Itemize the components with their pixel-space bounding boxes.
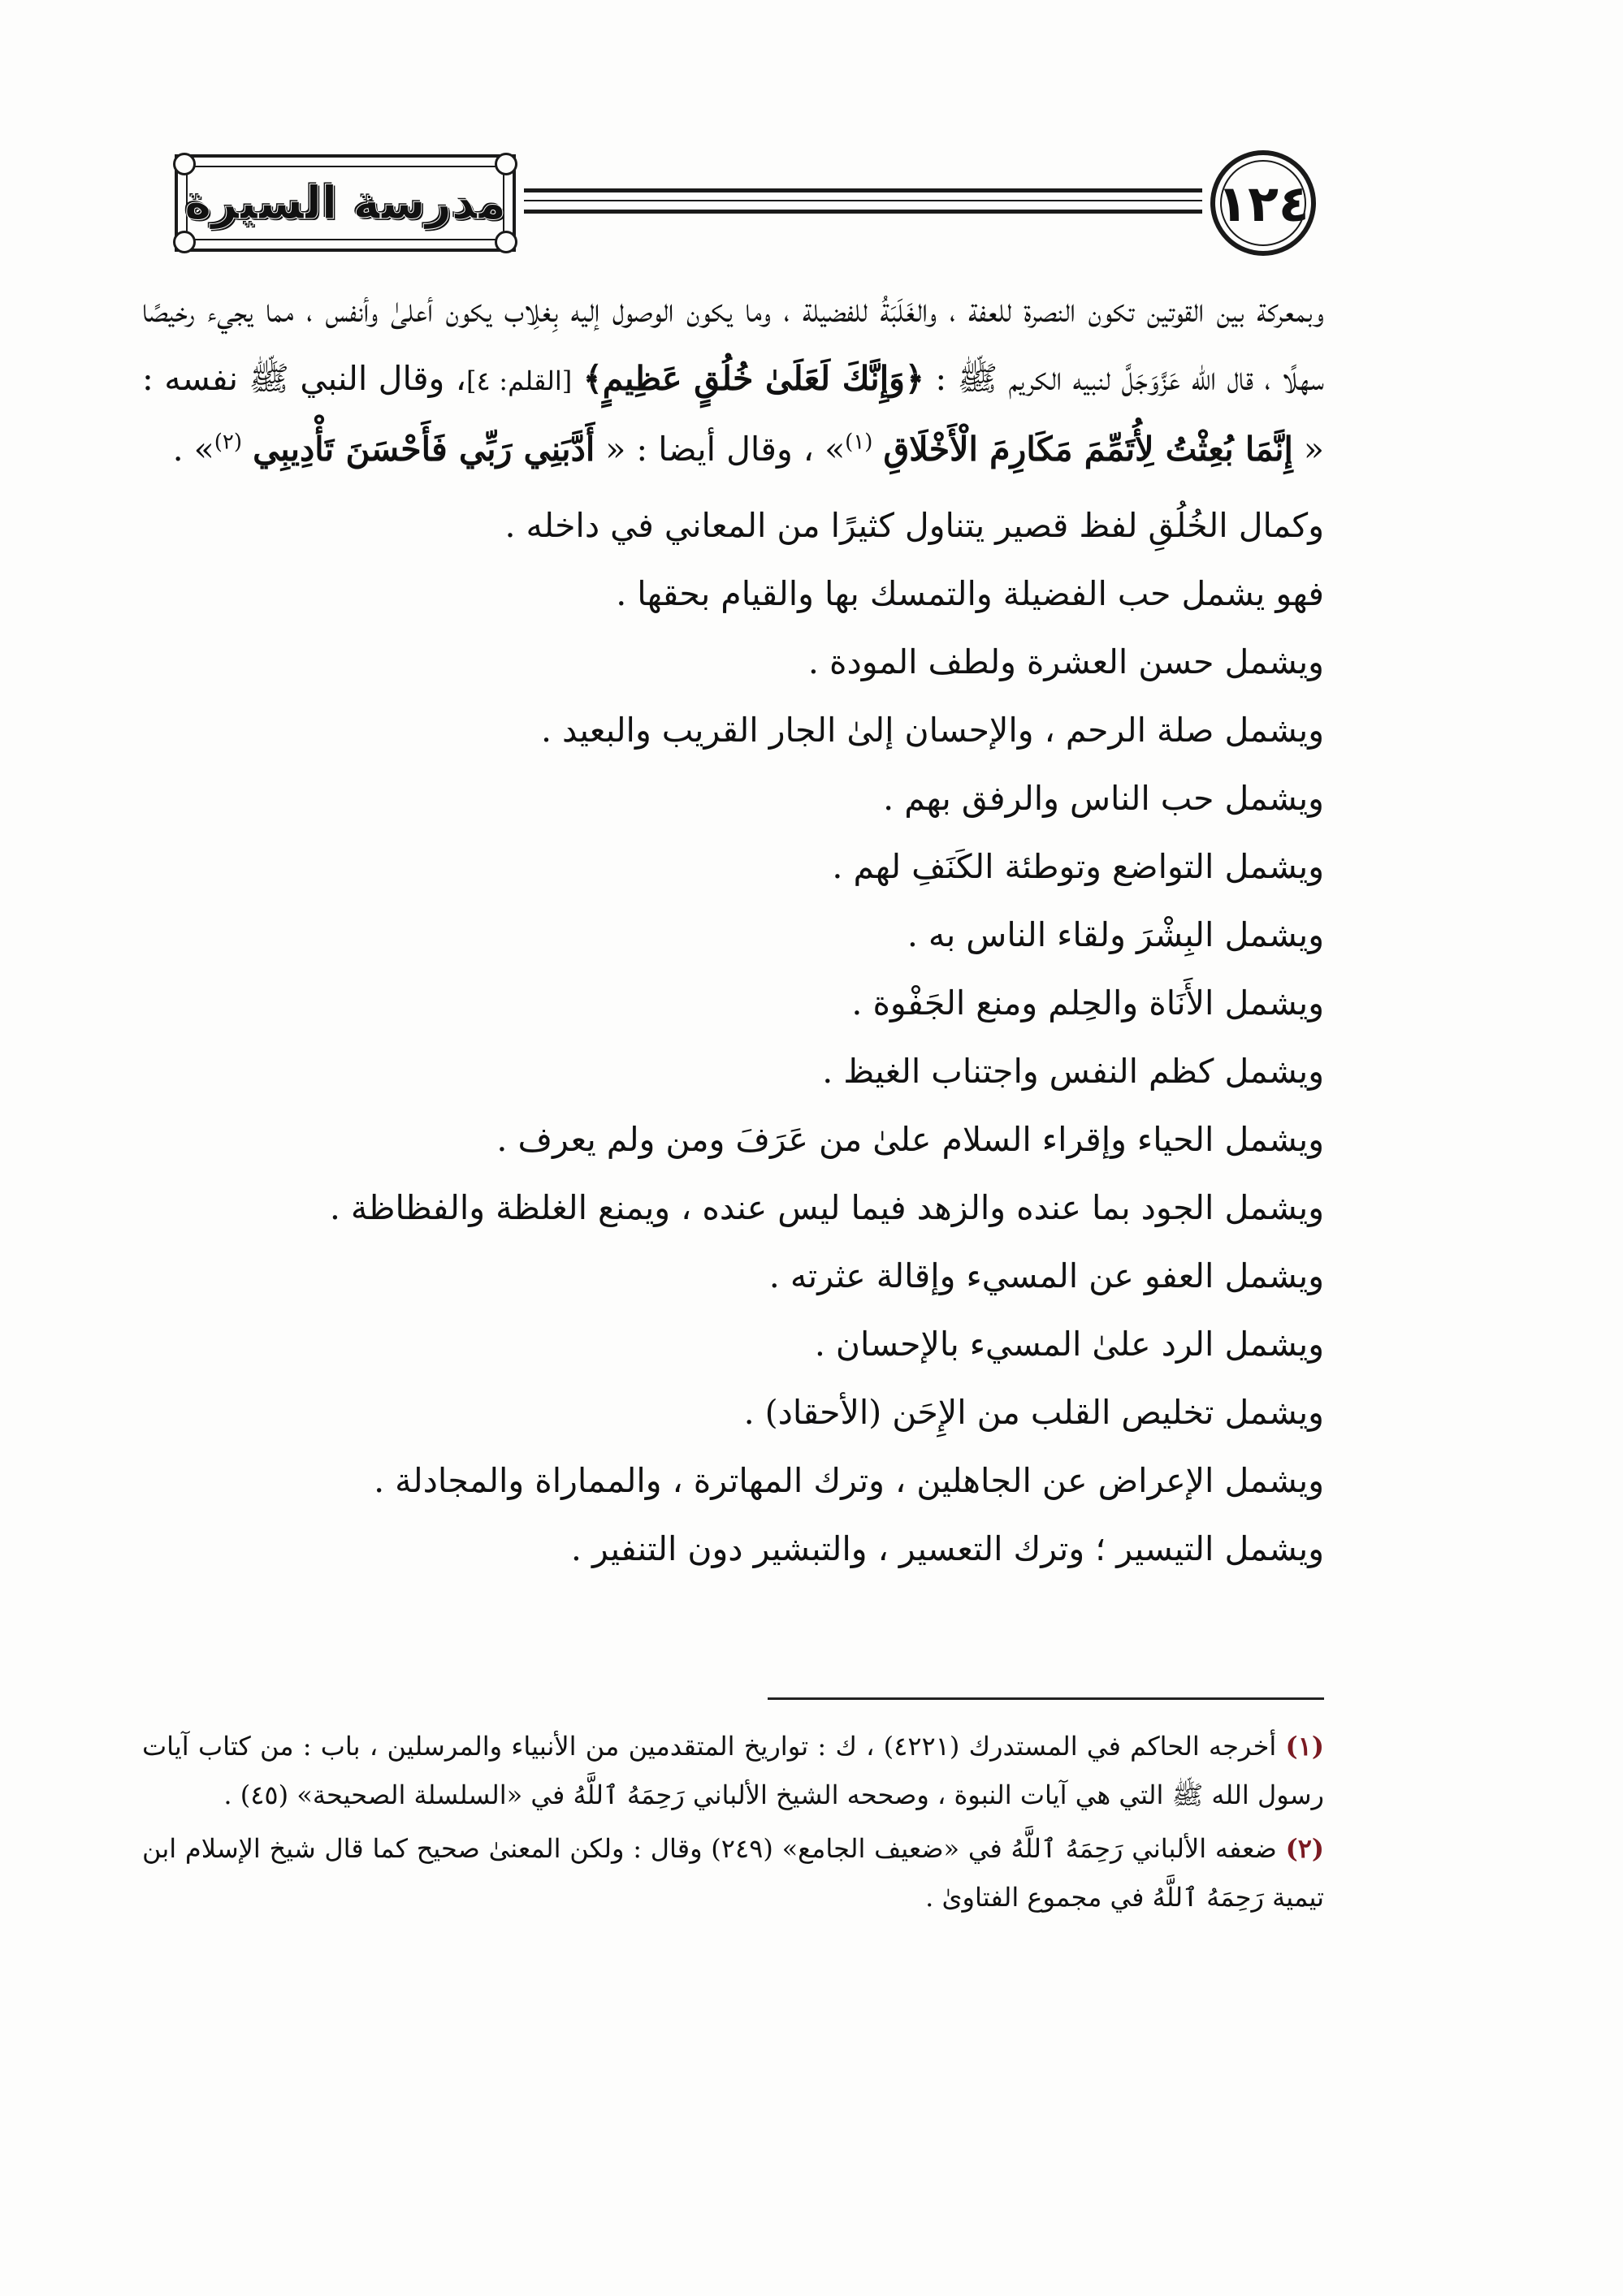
main-text bbox=[142, 276, 1324, 1583]
intro-part-3: » ، وقال أيضا : « bbox=[595, 430, 846, 469]
list-item: ويشمل التيسير ؛ وترك التعسير ، والتبشير دون التنفير . bbox=[570, 1529, 1324, 1568]
intro-paragraph bbox=[142, 276, 1324, 483]
ornament-corner-icon bbox=[495, 231, 517, 253]
list-item: ويشمل الرد علىٰ المسيء بالإحسان . bbox=[814, 1325, 1324, 1364]
page-number: ١٢٤ bbox=[1217, 173, 1309, 233]
book-title-frame bbox=[175, 154, 516, 252]
footnote-text: أخرجه الحاكم في المستدرك (٤٢٢١) ، ك : تواريخ المتقدمين من الأنبياء والمرسلين ، باب : من كتاب آيات رسول الله ﷺ التي هي آيات النبوة ، وصححه الشيخ الألباني رَحِمَهُ ٱللَّهُ في «السلسلة الصحيحة» (٤٥) . bbox=[142, 1731, 1324, 1810]
list-item: ويشمل حسن العشرة ولطف المودة . bbox=[807, 642, 1324, 681]
page-header bbox=[142, 146, 1324, 268]
page-number-badge bbox=[1210, 150, 1316, 256]
intro-part-2: ، وقال النبي ﷺ نفسه : « bbox=[142, 359, 1324, 469]
footnote-ref-1[interactable]: (١) bbox=[845, 430, 873, 455]
hadith-2: أَدَّبَنِي رَبِّي فَأَحْسَنَ تَأْدِيبِي bbox=[253, 430, 595, 469]
list-item: فهو يشمل حب الفضيلة والتمسك بها والقيام بحقها . bbox=[616, 574, 1324, 613]
intro-text bbox=[142, 276, 1324, 483]
footnote-2 bbox=[142, 1824, 1324, 1922]
hadith-1: إِنَّمَا بُعِثْتُ لِأُتَمِّمَ مَكَارِمَ الْأَخْلَاقِ bbox=[883, 430, 1293, 469]
list-item: ويشمل الإعراض عن الجاهلين ، وترك المهاترة ، والمماراة والمجادلة . bbox=[374, 1461, 1324, 1500]
list-item: ويشمل صلة الرحم ، والإحسان إلىٰ الجار القريب والبعيد . bbox=[540, 711, 1324, 750]
ornament-corner-icon bbox=[173, 231, 196, 253]
list-item: ويشمل كظم النفس واجتناب الغيظ . bbox=[822, 1052, 1324, 1091]
list-item: ويشمل الحياء وإقراء السلام علىٰ من عَرَفَ ومن ولم يعرف . bbox=[496, 1120, 1324, 1159]
ornament-corner-icon bbox=[495, 153, 517, 175]
list-item: ويشمل تخليص القلب من الإِحَن (الأحقاد) . bbox=[743, 1393, 1324, 1432]
list-item: ويشمل التواضع وتوطئة الكَنَفِ لهم . bbox=[832, 847, 1324, 886]
footnotes bbox=[142, 1722, 1324, 1926]
character-traits-list bbox=[142, 491, 1324, 1583]
quran-reference: [القلم: ٤] bbox=[466, 365, 573, 396]
header-rule bbox=[524, 200, 1202, 201]
intro-part-4: » . bbox=[172, 430, 214, 469]
list-item: ويشمل الجود بما عنده والزهد فيما ليس عنده ، ويمنع الغلظة والفظاظة . bbox=[329, 1188, 1324, 1227]
header-rule bbox=[524, 188, 1202, 192]
ornament-corner-icon bbox=[173, 153, 196, 175]
list-item: ويشمل العفو عن المسيء وإقالة عثرته . bbox=[768, 1256, 1324, 1295]
footnote-1 bbox=[142, 1722, 1324, 1819]
header-rule bbox=[524, 210, 1202, 214]
book-title: مدرسة السيرة bbox=[184, 176, 506, 230]
footnote-marker: (٢) bbox=[1285, 1833, 1325, 1864]
footnote-marker: (١) bbox=[1285, 1731, 1325, 1762]
quran-verse: ﴿وَإِنَّكَ لَعَلَىٰ خُلُقٍ عَظِيمٍ﴾ bbox=[582, 359, 924, 398]
list-item: ويشمل حب الناس والرفق بهم . bbox=[883, 779, 1324, 818]
footnote-separator bbox=[768, 1697, 1324, 1700]
footnote-text: ضعفه الألباني رَحِمَهُ ٱللَّهُ في «ضعيف الجامع» (٢٤٩) وقال : ولكن المعنىٰ صحيح كما قال شيخ الإسلام ابن تيمية رَحِمَهُ ٱللَّهُ في مجموع الفتاوىٰ . bbox=[142, 1833, 1324, 1913]
footnote-ref-2[interactable]: (٢) bbox=[214, 430, 243, 455]
list-item: وكمال الخُلُقِ لفظ قصير يتناول كثيرًا من المعاني في داخله . bbox=[504, 506, 1324, 545]
list-item: ويشمل الأَنَاة والحِلم ومنع الجَفْوة . bbox=[851, 984, 1324, 1023]
list-item: ويشمل البِشْرَ ولقاء الناس به . bbox=[907, 915, 1324, 954]
intro-part-1: وبمعركة بين القوتين تكون النصرة للعفة ، والغَلَبَةُ للفضيلة ، وما يكون الوصول إليه بِغلِاب يكون أعلىٰ وأنفس ، مما يجيء رخيصًا سهلًا ، قال الله عَزَّوَجَلَّ لنبيه الكريم ﷺ : bbox=[142, 291, 1324, 398]
